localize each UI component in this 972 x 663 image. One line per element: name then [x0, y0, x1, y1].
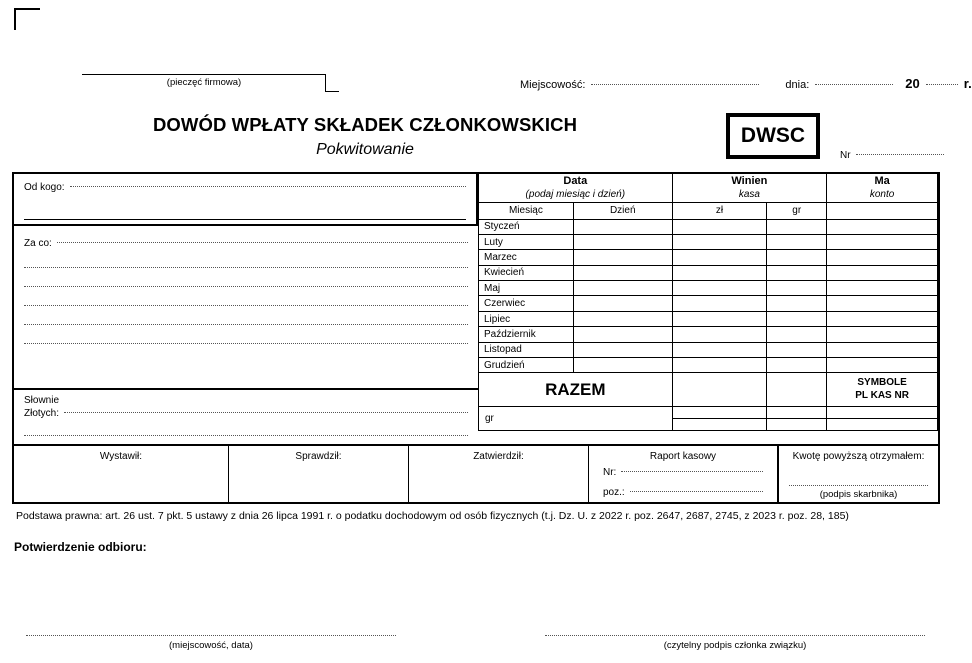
from-whom-box — [14, 174, 478, 226]
cell-zl[interactable] — [672, 250, 767, 265]
legal-note: Podstawa prawna: art. 26 ust. 7 pkt. 5 ustawy z dnia 26 lipca 1991 r. o podatku dochodowym od osób fizycznych (t.j. Dz. U. z 2022 r. poz. 2647, 2687, 2745, z 2023 r. poz. 28, 185) — [16, 510, 849, 522]
form-number-row — [840, 150, 944, 161]
month-label: Grudzień — [479, 358, 574, 373]
form-number-input[interactable] — [856, 154, 944, 155]
grosze-account-cell-a[interactable] — [827, 407, 938, 419]
cell-account[interactable] — [827, 250, 938, 265]
for-what-input-5[interactable] — [24, 324, 468, 325]
cell-gr[interactable] — [767, 250, 827, 265]
table-row — [479, 219, 938, 234]
cell-gr[interactable] — [767, 342, 827, 357]
cell-account[interactable] — [827, 358, 938, 373]
from-whom-label: Od kogo: — [24, 182, 65, 193]
cell-gr[interactable] — [767, 265, 827, 280]
table-month-rows — [479, 219, 938, 373]
group-header-data-title: Data — [563, 175, 588, 188]
cash-report-title: Raport kasowy — [649, 451, 717, 462]
group-header-data-sub: (podaj miesiąc i dzień) — [525, 188, 626, 200]
group-header-credit-title: Ma — [874, 175, 890, 188]
total-label: RAZEM — [479, 373, 673, 407]
group-header-debit-sub: kasa — [738, 188, 760, 200]
cell-account[interactable] — [827, 234, 938, 249]
cell-gr[interactable] — [767, 327, 827, 342]
table-column-header-row — [479, 202, 938, 219]
cell-zl[interactable] — [672, 281, 767, 296]
group-header-credit — [827, 174, 938, 202]
for-what-label: Za co: — [24, 238, 52, 249]
cell-account[interactable] — [827, 219, 938, 234]
year-prefix: 20 — [905, 76, 920, 91]
month-label: Lipiec — [479, 311, 574, 326]
column-header-account — [827, 202, 938, 219]
month-label: Marzec — [479, 250, 574, 265]
cash-report-cell — [589, 446, 779, 502]
column-header-zl: zł — [672, 202, 767, 219]
issued-by-label: Wystawił: — [99, 451, 143, 462]
year-suffix: r. — [963, 76, 972, 91]
cell-gr[interactable] — [767, 311, 827, 326]
group-header-debit — [672, 174, 827, 202]
signature-strip — [14, 444, 938, 502]
table-row — [479, 311, 938, 326]
cell-zl[interactable] — [672, 265, 767, 280]
cell-zl[interactable] — [672, 234, 767, 249]
column-header-day: Dzień — [573, 202, 672, 219]
month-label: Listopad — [479, 342, 574, 357]
amount-in-words-label-2: Złotych: — [24, 408, 60, 419]
place-date-caption: (miejscowość, data) — [169, 640, 253, 651]
cell-account[interactable] — [827, 342, 938, 357]
table-row — [479, 358, 938, 373]
place-date-signature-block — [26, 635, 396, 651]
grosze-gr-cell-a[interactable] — [767, 407, 827, 419]
member-signature-caption: (czytelny podpis członka związku) — [663, 640, 807, 651]
cell-zl[interactable] — [672, 342, 767, 357]
cell-day[interactable] — [573, 296, 672, 311]
month-label: Styczeń — [479, 219, 574, 234]
group-header-credit-sub: konto — [869, 188, 895, 200]
grosze-account-cell-b[interactable] — [827, 419, 938, 431]
month-label: Maj — [479, 281, 574, 296]
cash-report-nr-label: Nr: — [603, 467, 617, 478]
cell-account[interactable] — [827, 311, 938, 326]
for-what-box — [14, 228, 478, 386]
form-number-label: Nr — [840, 150, 851, 161]
group-header-data — [479, 174, 673, 202]
from-whom-input[interactable] — [70, 186, 466, 187]
date-label: dnia: — [785, 79, 810, 91]
from-whom-underline — [24, 219, 466, 220]
symbols-line-2: PL KAS NR — [855, 389, 909, 401]
cell-day[interactable] — [573, 327, 672, 342]
table-group-header-row — [479, 174, 938, 202]
table-row — [479, 327, 938, 342]
amount-received-label: Kwotę powyższą otrzymałem: — [792, 451, 925, 462]
total-zl-cell[interactable] — [672, 373, 767, 407]
grosze-label: gr — [479, 407, 673, 431]
for-what-input-6[interactable] — [24, 343, 468, 344]
for-what-input-4[interactable] — [24, 305, 468, 306]
table-row — [479, 265, 938, 280]
amount-in-words-input-1[interactable] — [64, 412, 468, 413]
cell-day[interactable] — [573, 234, 672, 249]
cell-gr[interactable] — [767, 281, 827, 296]
page-title: DOWÓD WPŁATY SKŁADEK CZŁONKOWSKICH — [152, 114, 578, 135]
member-signature-block — [545, 635, 925, 651]
cell-day[interactable] — [573, 358, 672, 373]
cell-zl[interactable] — [672, 358, 767, 373]
amount-in-words-input-2[interactable] — [24, 435, 468, 436]
company-stamp-rule — [82, 74, 326, 75]
cell-account[interactable] — [827, 281, 938, 296]
total-gr-cell[interactable] — [767, 373, 827, 407]
treasurer-signature-input[interactable] — [789, 485, 928, 486]
receipt-confirmation-heading: Potwierdzenie odbioru: — [14, 540, 147, 554]
amount-in-words-label-1: Słownie — [24, 395, 60, 406]
cell-day[interactable] — [573, 219, 672, 234]
cash-report-pos-label: poz.: — [603, 487, 625, 498]
cell-gr[interactable] — [767, 358, 827, 373]
month-label: Październik — [479, 327, 574, 342]
cell-account[interactable] — [827, 296, 938, 311]
amount-in-words-box — [14, 388, 478, 444]
cell-day[interactable] — [573, 342, 672, 357]
approved-by-label: Zatwierdził: — [473, 451, 524, 462]
cell-zl[interactable] — [672, 311, 767, 326]
cell-gr[interactable] — [767, 219, 827, 234]
group-header-debit-title: Winien — [731, 175, 768, 188]
cash-report-nr-input[interactable] — [621, 471, 763, 472]
grosze-gr-cell-b[interactable] — [767, 419, 827, 431]
column-header-gr: gr — [767, 202, 827, 219]
column-header-month: Miesiąc — [479, 202, 574, 219]
table-grosze-row — [479, 407, 938, 419]
for-what-input-3[interactable] — [24, 286, 468, 287]
company-stamp-tick-horizontal — [325, 91, 339, 92]
month-label: Luty — [479, 234, 574, 249]
table-row — [479, 342, 938, 357]
crop-mark-icon — [14, 8, 40, 30]
place-input[interactable] — [591, 84, 759, 85]
form-code-box: DWSC — [726, 113, 820, 159]
contributions-table — [478, 174, 938, 431]
table-row — [479, 234, 938, 249]
issued-by-cell[interactable] — [14, 446, 229, 502]
date-input[interactable] — [815, 84, 893, 85]
month-label: Kwiecień — [479, 265, 574, 280]
grosze-zl-cell-a[interactable] — [672, 407, 767, 419]
year-input[interactable] — [926, 84, 958, 85]
cell-account[interactable] — [827, 265, 938, 280]
cell-zl[interactable] — [672, 327, 767, 342]
checked-by-cell[interactable] — [229, 446, 409, 502]
table-row — [479, 281, 938, 296]
treasurer-signature-caption: (podpis skarbnika) — [819, 489, 898, 500]
cell-day[interactable] — [573, 281, 672, 296]
grosze-zl-cell-b[interactable] — [672, 419, 767, 431]
amount-received-cell — [779, 446, 938, 502]
cell-account[interactable] — [827, 327, 938, 342]
symbols-line-1: SYMBOLE — [857, 377, 907, 389]
page-subtitle: Pokwitowanie — [316, 141, 414, 158]
cell-day[interactable] — [573, 250, 672, 265]
cell-gr[interactable] — [767, 234, 827, 249]
header-place-date-row — [520, 76, 972, 91]
place-label: Miejscowość: — [520, 79, 586, 91]
for-what-input-1[interactable] — [57, 242, 468, 243]
cell-day[interactable] — [573, 265, 672, 280]
cash-report-pos-input[interactable] — [630, 491, 763, 492]
cell-day[interactable] — [573, 311, 672, 326]
table-total-row — [479, 373, 938, 407]
cell-zl[interactable] — [672, 219, 767, 234]
cell-gr[interactable] — [767, 296, 827, 311]
month-label: Czerwiec — [479, 296, 574, 311]
symbols-cell — [827, 373, 938, 407]
table-row — [479, 250, 938, 265]
company-stamp-caption: (pieczęć firmowa) — [166, 77, 242, 88]
cell-zl[interactable] — [672, 296, 767, 311]
for-what-input-2[interactable] — [24, 267, 468, 268]
approved-by-cell[interactable] — [409, 446, 589, 502]
table-row — [479, 296, 938, 311]
checked-by-label: Sprawdził: — [295, 451, 342, 462]
